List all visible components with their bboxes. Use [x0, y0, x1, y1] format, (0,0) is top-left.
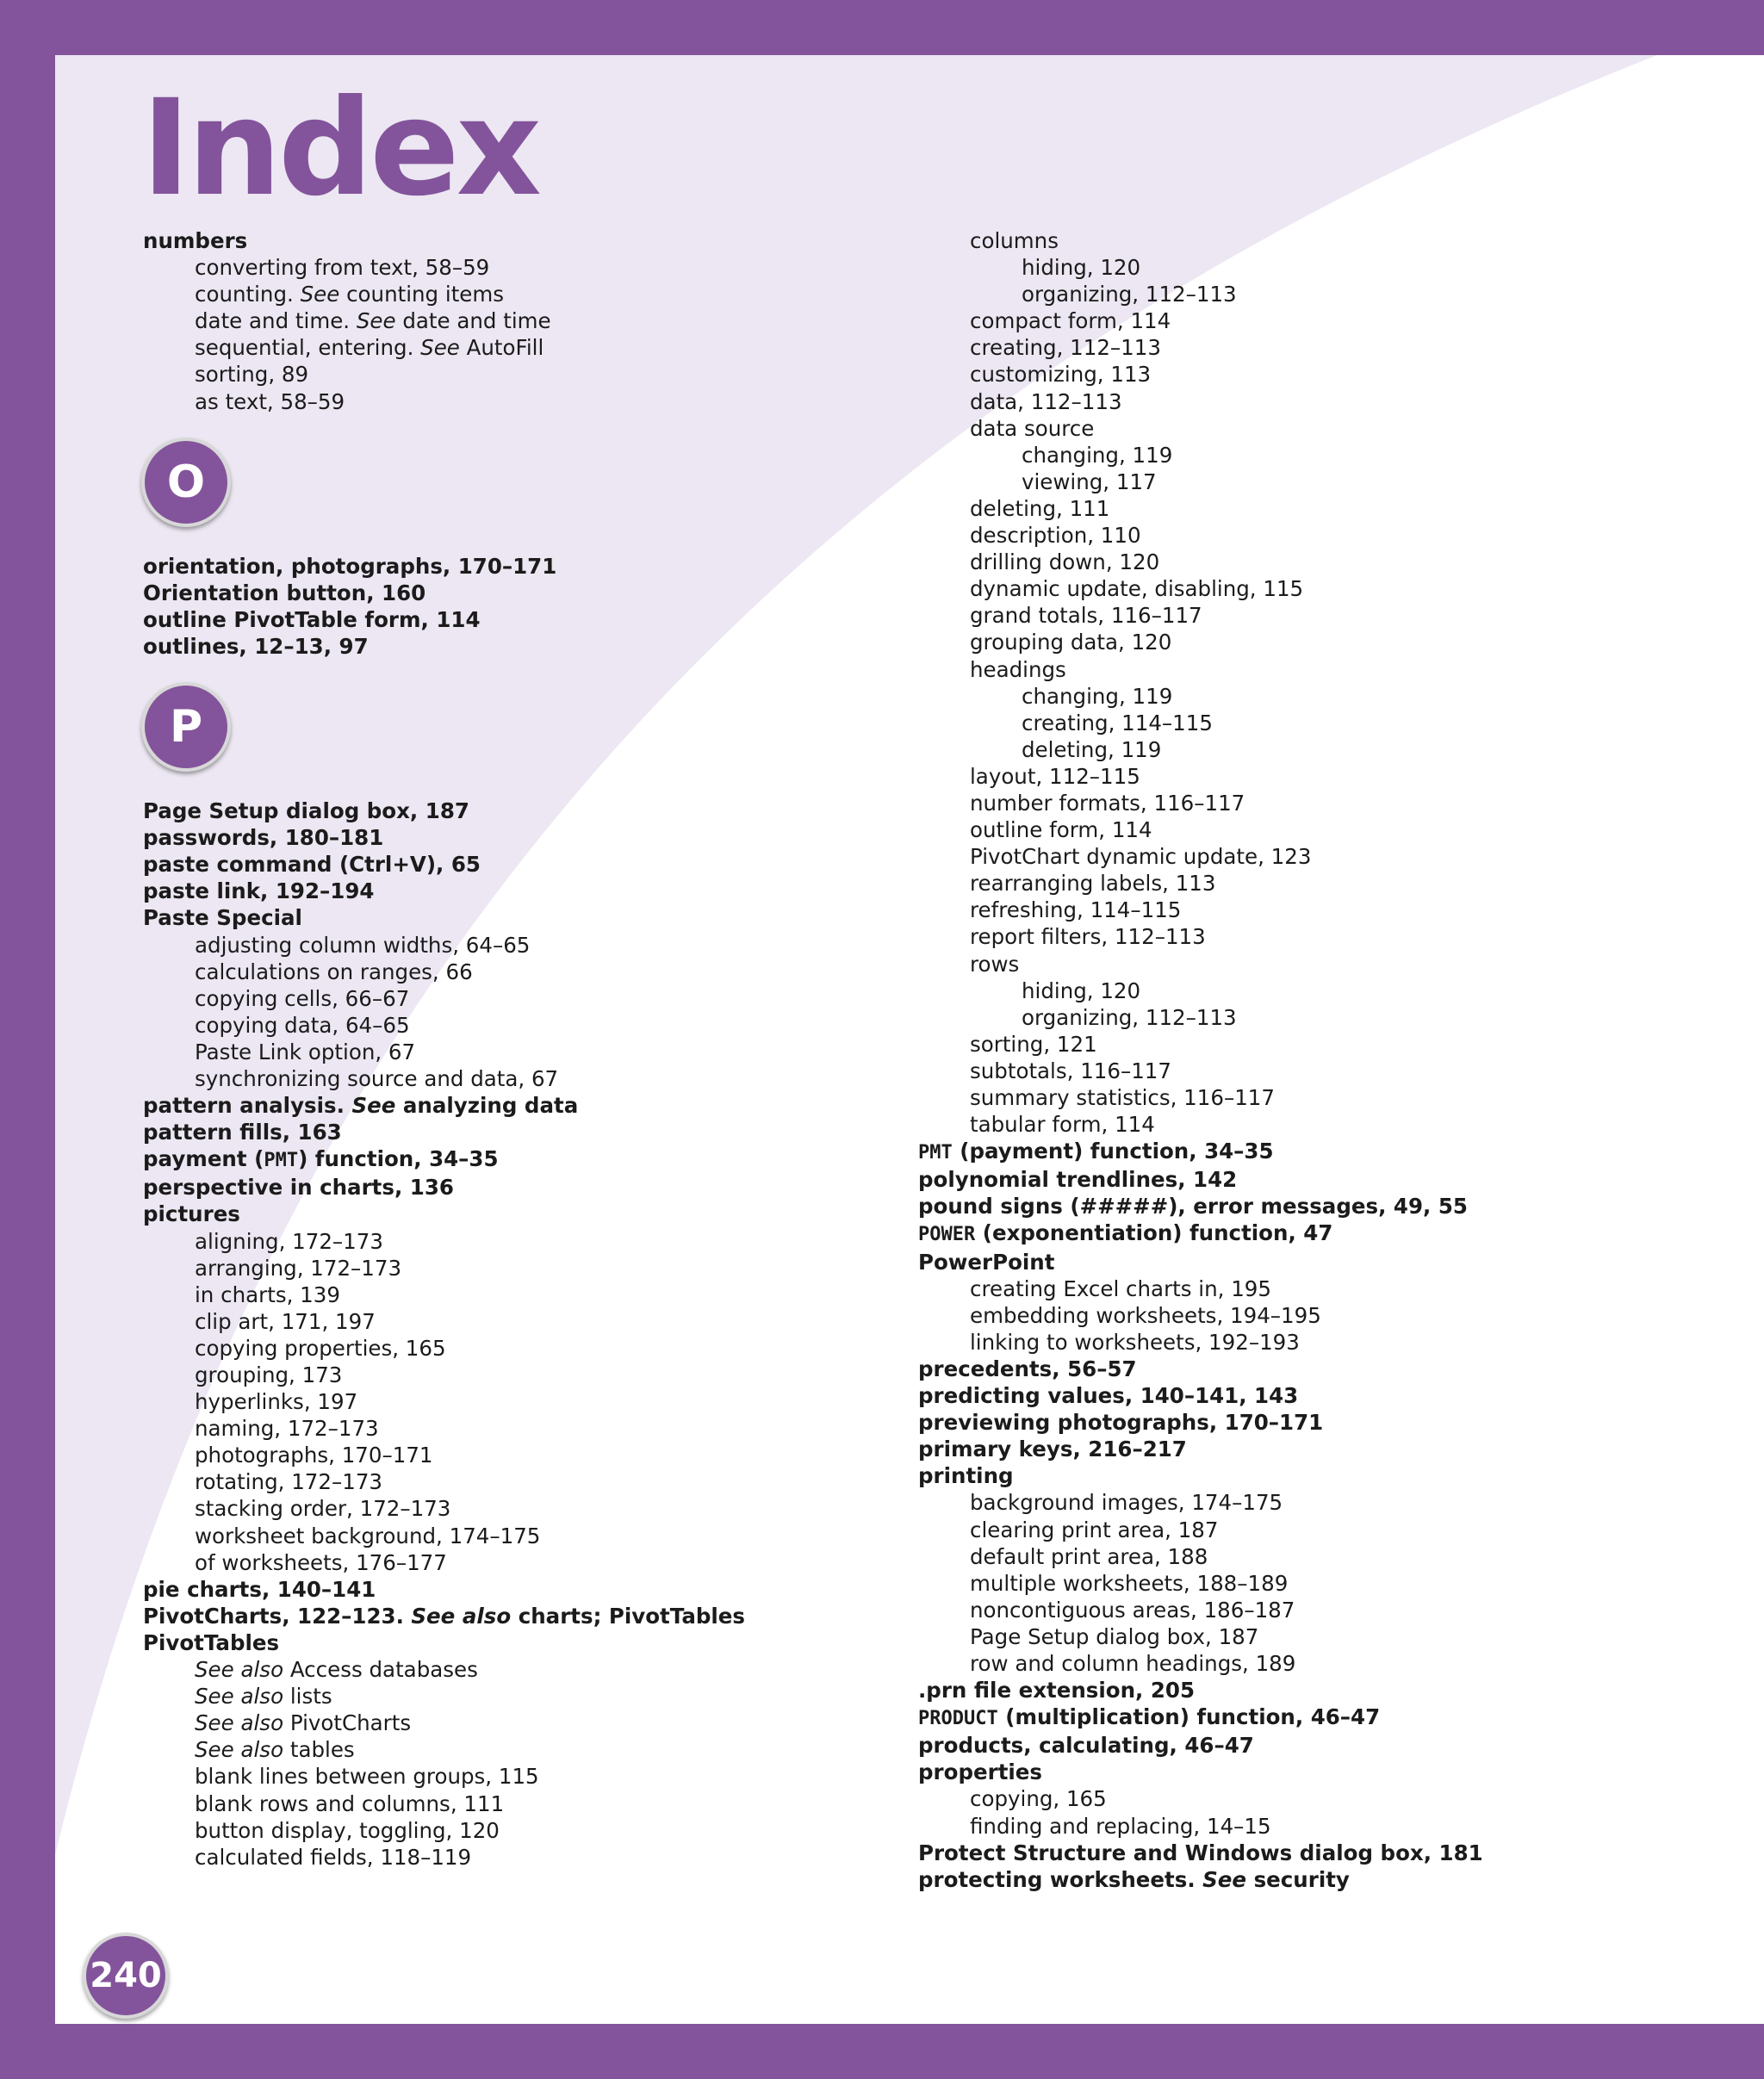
index-subentry — [918, 923, 1693, 950]
entry-text: customizing, 113 — [970, 362, 1152, 388]
index-subentry — [918, 281, 1693, 307]
index-entry — [143, 1092, 918, 1119]
entry-text: paste command (Ctrl+V), 65 — [143, 852, 481, 878]
cross-reference-label: See also — [195, 1684, 284, 1710]
entry-text: adjusting column widths, 64–65 — [195, 932, 531, 958]
index-entry — [143, 1145, 918, 1174]
index-subentry — [918, 361, 1693, 388]
entry-text: data source — [970, 415, 1095, 441]
index-entry — [918, 1677, 1693, 1704]
entry-text: pound signs (#####), error messages, 49, 55 — [918, 1194, 1468, 1219]
index-entry — [143, 904, 918, 931]
index-subentry — [143, 1710, 918, 1736]
entry-text: charts; PivotTables — [511, 1603, 745, 1629]
index-subentry — [143, 985, 918, 1012]
entry-text: clearing print area, 187 — [970, 1517, 1219, 1542]
index-entry — [143, 797, 918, 824]
index-subentry — [918, 495, 1693, 522]
index-entry — [918, 1249, 1693, 1275]
entry-text: previewing photographs, 170–171 — [918, 1410, 1324, 1436]
entry-text: subtotals, 116–117 — [970, 1058, 1171, 1083]
entry-text: predicting values, 140–141, 143 — [918, 1383, 1299, 1409]
entry-text: sequential, entering. — [195, 335, 421, 361]
entry-text: creating, 114–115 — [1022, 710, 1213, 735]
index-subentry — [143, 1763, 918, 1790]
letter-section-o — [143, 438, 918, 544]
index-subentry — [918, 897, 1693, 923]
function-name: PRODUCT — [918, 1708, 998, 1730]
cross-reference-label: See — [300, 282, 340, 307]
index-subentry — [918, 1084, 1693, 1111]
index-subentry — [918, 1650, 1693, 1677]
index-entry — [918, 1409, 1693, 1436]
index-subentry — [918, 1543, 1693, 1570]
index-subentry — [918, 736, 1693, 763]
entry-text: protecting worksheets. — [918, 1866, 1203, 1892]
entry-text: description, 110 — [970, 523, 1141, 549]
index-subentry — [918, 334, 1693, 361]
index-subentry — [143, 1442, 918, 1468]
index-entry — [918, 1219, 1693, 1248]
entry-text: polynomial trendlines, 142 — [918, 1167, 1238, 1193]
entry-text: sorting, 121 — [970, 1031, 1097, 1057]
entry-text: (exponentiation) function, 47 — [975, 1220, 1333, 1246]
index-entry — [918, 1704, 1693, 1732]
entry-text: precedents, 56–57 — [918, 1356, 1137, 1381]
entry-text: copying data, 64–65 — [195, 1012, 410, 1038]
entry-text: PivotChart dynamic update, 123 — [970, 844, 1312, 870]
entry-text: hiding, 120 — [1022, 255, 1141, 281]
entry-text: columns — [970, 228, 1059, 253]
entry-text: paste link, 192–194 — [143, 878, 375, 904]
index-subentry — [918, 1302, 1693, 1329]
index-entry — [918, 1356, 1693, 1382]
entry-text: in charts, 139 — [195, 1282, 340, 1307]
entry-text: deleting, 119 — [1022, 736, 1162, 762]
entry-text: .prn file extension, 205 — [918, 1678, 1196, 1704]
index-subentry — [143, 1362, 918, 1388]
index-subentry — [918, 442, 1693, 469]
entry-text: rows — [970, 951, 1020, 977]
index-subentry — [918, 602, 1693, 629]
entry-text: passwords, 180–181 — [143, 825, 384, 851]
index-subentry — [143, 1388, 918, 1415]
index-column-right — [918, 227, 1693, 1893]
entry-text: summary statistics, 116–117 — [970, 1085, 1275, 1110]
index-subentry — [143, 361, 918, 388]
entry-text: organizing, 112–113 — [1022, 282, 1237, 307]
index-subentry — [918, 1275, 1693, 1302]
entry-text: photographs, 170–171 — [195, 1443, 433, 1468]
entry-text: stacking order, 172–173 — [195, 1496, 451, 1522]
index-subentry — [918, 1004, 1693, 1031]
entry-text: arranging, 172–173 — [195, 1255, 402, 1281]
index-subentry — [143, 334, 918, 361]
index-subentry — [918, 254, 1693, 281]
index-subentry — [143, 1468, 918, 1495]
index-subentry — [143, 1255, 918, 1282]
index-entry — [918, 1462, 1693, 1489]
index-subentry — [918, 977, 1693, 1004]
index-subentry — [918, 870, 1693, 897]
entry-text: of worksheets, 176–177 — [195, 1549, 447, 1575]
entry-text: row and column headings, 189 — [970, 1650, 1296, 1676]
entry-text: tabular form, 114 — [970, 1112, 1155, 1138]
entry-text: changing, 119 — [1022, 683, 1173, 709]
index-subentry — [918, 763, 1693, 790]
entry-text: aligning, 172–173 — [195, 1228, 383, 1254]
index-subentry — [143, 1335, 918, 1362]
entry-text: hyperlinks, 197 — [195, 1389, 358, 1415]
cross-reference-label: See — [420, 335, 460, 361]
entry-text: payment ( — [143, 1146, 264, 1172]
cross-reference-label: See — [351, 1093, 396, 1119]
entry-text: drilling down, 120 — [970, 549, 1160, 575]
index-subentry — [918, 1329, 1693, 1356]
page-content — [55, 55, 1764, 2024]
page-title: Index — [141, 71, 538, 226]
index-subentry — [918, 307, 1693, 334]
index-subentry — [918, 549, 1693, 575]
index-subentry — [143, 959, 918, 985]
entry-text: counting items — [339, 282, 504, 307]
entry-text: pie charts, 140–141 — [143, 1576, 376, 1602]
index-subentry — [143, 1065, 918, 1092]
entry-text: clip art, 171, 197 — [195, 1308, 376, 1334]
entry-text: grouping, 173 — [195, 1362, 343, 1387]
index-entry — [143, 1174, 918, 1201]
entry-text: lists — [283, 1684, 332, 1710]
function-name: POWER — [918, 1224, 976, 1246]
entry-text: data, 112–113 — [970, 388, 1122, 414]
index-subentry — [143, 1844, 918, 1871]
index-entry — [918, 1759, 1693, 1785]
index-entry — [143, 1119, 918, 1145]
index-subentry — [918, 790, 1693, 816]
entry-text: viewing, 117 — [1022, 469, 1157, 494]
entry-text: copying cells, 66–67 — [195, 985, 410, 1011]
index-entry — [918, 1732, 1693, 1759]
index-subentry — [143, 1495, 918, 1522]
index-subentry — [143, 307, 918, 334]
entry-text: AutoFill — [459, 335, 544, 361]
entry-text: grouping data, 120 — [970, 630, 1172, 655]
index-entry — [143, 606, 918, 633]
index-subentry — [918, 1517, 1693, 1543]
entry-text: outline PivotTable form, 114 — [143, 606, 481, 632]
entry-text: calculations on ranges, 66 — [195, 959, 473, 984]
entry-text: outline form, 114 — [970, 817, 1152, 843]
entry-text: changing, 119 — [1022, 442, 1173, 468]
entry-text: multiple worksheets, 188–189 — [970, 1570, 1289, 1596]
index-subentry — [918, 1111, 1693, 1138]
index-entry — [143, 1629, 918, 1656]
cross-reference-label: See — [356, 308, 396, 334]
entry-text: default print area, 188 — [970, 1543, 1208, 1569]
entry-text: Page Setup dialog box, 187 — [970, 1623, 1259, 1649]
index-entry — [918, 1166, 1693, 1193]
page-number-badge: 240 — [83, 1933, 169, 2019]
index-subentry — [143, 1012, 918, 1039]
entry-text: PowerPoint — [918, 1249, 1055, 1275]
entry-text: sorting, 89 — [195, 362, 309, 388]
index-subentry — [918, 1785, 1693, 1812]
index-subentry — [143, 1656, 918, 1683]
index-entry — [918, 1193, 1693, 1219]
index-subentry — [143, 1308, 918, 1335]
index-subentry — [918, 656, 1693, 683]
entry-text: date and time — [395, 308, 551, 334]
entry-text: (multiplication) function, 46–47 — [997, 1704, 1381, 1730]
entry-text: converting from text, 58–59 — [195, 255, 490, 281]
index-subentry — [918, 1597, 1693, 1623]
index-subentry — [143, 1228, 918, 1255]
entry-text: dynamic update, disabling, 115 — [970, 576, 1304, 602]
entry-text: blank lines between groups, 115 — [195, 1764, 539, 1790]
index-subentry — [143, 281, 918, 307]
entry-text: properties — [918, 1759, 1042, 1785]
index-subentry — [143, 1523, 918, 1549]
entry-text: Protect Structure and Windows dialog box, 181 — [918, 1840, 1483, 1865]
index-subentry — [143, 932, 918, 959]
function-name: PMT — [918, 1142, 953, 1164]
index-subentry — [918, 629, 1693, 655]
index-subentry — [143, 1039, 918, 1065]
entry-text: pattern fills, 163 — [143, 1120, 342, 1145]
index-subentry — [143, 1817, 918, 1844]
index-subentry — [918, 388, 1693, 415]
index-column-left — [143, 227, 918, 1871]
index-subentry — [143, 1736, 918, 1763]
entry-text: noncontiguous areas, 186–187 — [970, 1597, 1295, 1623]
entry-text: PivotTables — [143, 1629, 280, 1655]
index-subentry — [918, 1058, 1693, 1084]
index-subentry — [918, 469, 1693, 495]
entry-text: Paste Link option, 67 — [195, 1039, 416, 1064]
entry-text: ) function, 34–35 — [298, 1146, 499, 1172]
cross-reference-label: See also — [195, 1737, 284, 1763]
index-subentry — [918, 951, 1693, 977]
index-entry — [918, 1138, 1693, 1166]
entry-text: pattern analysis. — [143, 1093, 352, 1119]
entry-text: copying, 165 — [970, 1786, 1107, 1812]
index-entry — [143, 1201, 918, 1227]
entry-text: number formats, 116–117 — [970, 790, 1245, 816]
entry-text: synchronizing source and data, 67 — [195, 1065, 559, 1091]
index-entry — [918, 1866, 1693, 1893]
entry-text: embedding worksheets, 194–195 — [970, 1302, 1321, 1328]
index-subentry — [918, 816, 1693, 843]
index-subentry — [918, 1813, 1693, 1840]
cross-reference-label: See also — [411, 1603, 512, 1629]
letter-badge: O — [141, 438, 231, 527]
entry-text: creating Excel charts in, 195 — [970, 1275, 1271, 1301]
index-subentry — [918, 843, 1693, 870]
index-subentry — [918, 522, 1693, 549]
entry-text: orientation, photographs, 170–171 — [143, 553, 557, 579]
entry-text: button display, toggling, 120 — [195, 1817, 500, 1843]
index-subentry — [918, 683, 1693, 710]
entry-text: Page Setup dialog box, 187 — [143, 798, 469, 824]
entry-text: compact form, 114 — [970, 308, 1171, 334]
index-subentry — [918, 1031, 1693, 1058]
entry-text: background images, 174–175 — [970, 1490, 1283, 1516]
entry-text: report filters, 112–113 — [970, 924, 1206, 950]
cross-reference-label: See also — [195, 1657, 284, 1683]
entry-text: primary keys, 216–217 — [918, 1437, 1187, 1462]
entry-text: finding and replacing, 14–15 — [970, 1813, 1271, 1839]
index-subentry — [143, 1282, 918, 1308]
entry-text: date and time. — [195, 308, 357, 334]
entry-text: pictures — [143, 1201, 240, 1227]
entry-text: naming, 172–173 — [195, 1416, 379, 1442]
index-entry — [918, 1382, 1693, 1409]
index-subentry — [143, 1790, 918, 1817]
index-subentry — [918, 710, 1693, 736]
entry-text: worksheet background, 174–175 — [195, 1523, 541, 1548]
cross-reference-label: See also — [195, 1710, 284, 1736]
entry-text: rearranging labels, 113 — [970, 871, 1216, 897]
index-subentry — [143, 1415, 918, 1442]
index-subentry — [143, 388, 918, 415]
entry-text: printing — [918, 1463, 1014, 1489]
entry-text: PivotCharts, 122–123. — [143, 1603, 412, 1629]
entry-text: deleting, 111 — [970, 495, 1110, 521]
entry-text: Orientation button, 160 — [143, 580, 426, 605]
entry-text: blank rows and columns, 111 — [195, 1790, 505, 1816]
entry-text: copying properties, 165 — [195, 1335, 446, 1361]
function-name: PMT — [264, 1150, 299, 1172]
entry-text: (payment) function, 34–35 — [952, 1139, 1274, 1164]
index-entry — [918, 1436, 1693, 1462]
letter-badge: P — [141, 682, 231, 772]
index-entry — [143, 580, 918, 606]
entry-text: perspective in charts, 136 — [143, 1175, 454, 1201]
index-subentry — [143, 1683, 918, 1710]
entry-text: refreshing, 114–115 — [970, 897, 1182, 923]
index-entry — [143, 553, 918, 580]
entry-text: calculated fields, 118–119 — [195, 1844, 472, 1870]
entry-text: tables — [283, 1737, 355, 1763]
cross-reference-label: See — [1202, 1866, 1247, 1892]
entry-text: organizing, 112–113 — [1022, 1004, 1237, 1030]
entry-text: grand totals, 116–117 — [970, 603, 1202, 629]
index-entry — [918, 1840, 1693, 1866]
entry-text: products, calculating, 46–47 — [918, 1733, 1254, 1759]
entry-text: hiding, 120 — [1022, 977, 1141, 1003]
entry-text: headings — [970, 656, 1066, 682]
entry-text: outlines, 12–13, 97 — [143, 633, 369, 659]
index-entry — [143, 633, 918, 660]
index-entry — [143, 1603, 918, 1629]
entry-text: Paste Special — [143, 905, 302, 931]
entry-text: numbers — [143, 228, 248, 253]
index-subentry — [918, 1623, 1693, 1650]
entry-text: as text, 58–59 — [195, 388, 345, 414]
entry-text: PivotCharts — [283, 1710, 412, 1736]
index-entry — [143, 1576, 918, 1603]
entry-text: counting. — [195, 282, 301, 307]
index-subentry — [918, 415, 1693, 442]
index-subentry — [918, 227, 1693, 254]
index-subentry — [918, 575, 1693, 602]
index-entry — [143, 824, 918, 851]
index-entry — [143, 227, 918, 254]
entry-text: Access databases — [283, 1657, 478, 1683]
index-entry — [143, 878, 918, 904]
entry-text: linking to worksheets, 192–193 — [970, 1329, 1300, 1355]
entry-text: creating, 112–113 — [970, 335, 1161, 361]
letter-section-p — [143, 682, 918, 789]
index-subentry — [143, 1549, 918, 1576]
index-subentry — [918, 1570, 1693, 1597]
index-subentry — [918, 1489, 1693, 1516]
entry-text: layout, 112–115 — [970, 763, 1140, 789]
entry-text: analyzing data — [395, 1093, 579, 1119]
index-entry — [143, 851, 918, 878]
entry-text: security — [1246, 1866, 1350, 1892]
entry-text: rotating, 172–173 — [195, 1469, 382, 1495]
index-subentry — [143, 254, 918, 281]
